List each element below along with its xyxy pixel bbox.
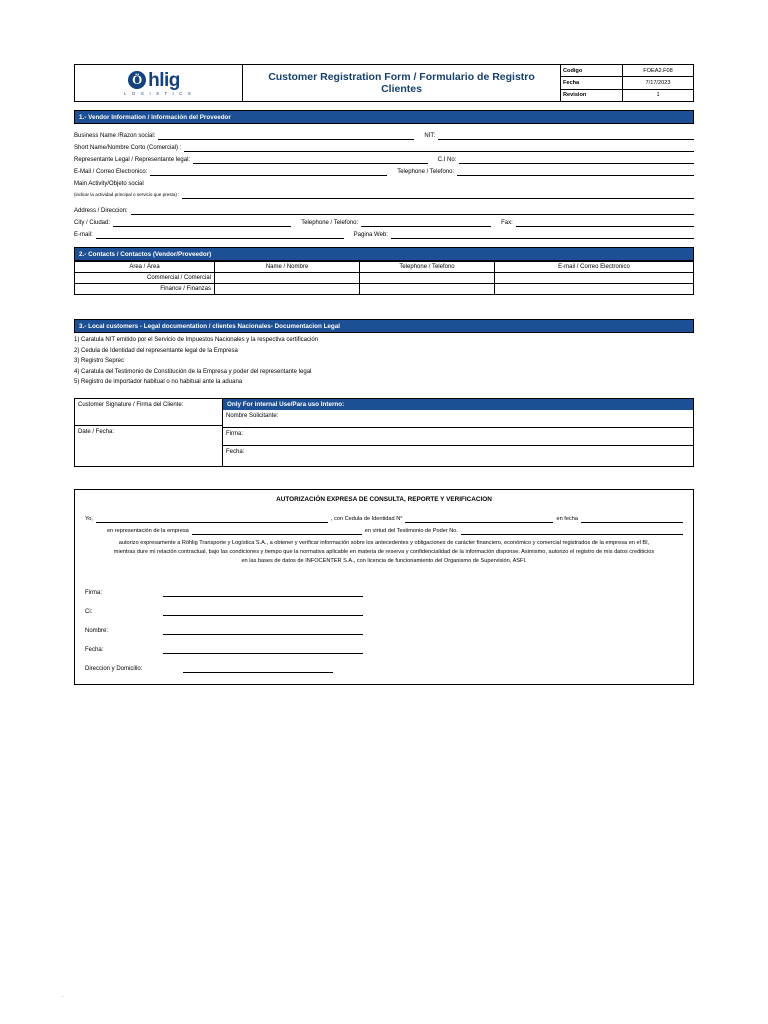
label-telephone: Telephone / Telefono:	[397, 169, 455, 175]
table-row	[75, 284, 694, 295]
input-business-name[interactable]	[158, 130, 414, 140]
auth-input-fecha[interactable]	[581, 513, 683, 523]
label-address: Address / Direccion:	[74, 208, 128, 214]
row-business-name	[74, 128, 694, 140]
label-main-activity-hint: (indicar la actividad principal o servicio que presta) :	[74, 192, 180, 198]
signature-block	[74, 398, 694, 467]
customer-signature-cell[interactable]: Customer Signature / Firma del Cliente:	[75, 399, 222, 426]
input-short-name[interactable]	[184, 142, 694, 152]
row-city	[74, 215, 694, 227]
input-main-activity[interactable]	[182, 189, 694, 199]
meta-row-codigo	[561, 65, 693, 77]
label-short-name: Short Name/Nombre Corto (Comercial) :	[74, 145, 182, 151]
table-row	[75, 273, 694, 284]
input-telephone-2[interactable]	[361, 217, 491, 227]
form-header	[74, 64, 694, 102]
contacts-header-row	[75, 262, 694, 273]
requester-name-cell[interactable]: Nombre Solicitante:	[223, 410, 693, 428]
col-name: Name / Nombre	[215, 262, 360, 273]
auth-input-poder[interactable]	[461, 525, 683, 535]
auth-field-label-nombre: Nombre:	[85, 627, 109, 634]
label-city: City / Ciudad:	[74, 220, 111, 226]
auth-field-nombre	[85, 616, 683, 635]
meta-value-revision: 1	[656, 92, 660, 99]
logo-tagline: L O G I S T I C S	[124, 90, 193, 96]
label-website: Pagina Web:	[353, 232, 388, 238]
col-email: E-mail / Correo Electronico	[495, 262, 694, 273]
auth-field-fecha	[85, 635, 683, 654]
label-telephone-2: Telephone / Telefono:	[301, 220, 359, 226]
header-meta-table	[561, 65, 693, 101]
auth-input-ci[interactable]	[405, 513, 553, 523]
meta-key-fecha: Fecha	[561, 77, 623, 88]
auth-field-input-nombre[interactable]	[163, 623, 363, 635]
row-address	[74, 203, 694, 215]
auth-field-input-fecha[interactable]	[163, 642, 363, 654]
input-fax[interactable]	[516, 217, 694, 227]
auth-row-1	[85, 511, 683, 523]
logo-circle-icon: Ö	[128, 71, 146, 89]
label-email-2: E-mail:	[74, 232, 93, 238]
internal-use-column	[223, 399, 693, 466]
label-nit: NIT:	[424, 133, 436, 139]
col-area: Area / Área	[75, 262, 215, 273]
section-2-bar: 2.- Contacts / Contactos (Vendor/Proveedor)	[74, 247, 694, 261]
input-ci-no[interactable]	[459, 154, 694, 164]
auth-label-fecha: en fecha	[556, 515, 578, 522]
label-ci-no: C.I No:	[437, 157, 457, 163]
company-logo	[75, 65, 243, 101]
customer-date-cell[interactable]: Date / Fecha:	[78, 428, 115, 435]
list-item: 2) Cedula de Identidad del representante legal de la Empresa	[74, 347, 238, 354]
input-email-2[interactable]	[96, 229, 344, 239]
cell-email-finance[interactable]	[495, 284, 694, 295]
auth-field-input-ci[interactable]	[163, 604, 363, 616]
auth-field-label-firma: Firma:	[85, 589, 102, 596]
authorization-title: AUTORIZACIÓN EXPRESA DE CONSULTA, REPORTE Y VERIFICACION	[276, 495, 492, 503]
auth-label-poder: en virtud del Testimonio de Poder No.	[364, 527, 458, 534]
auth-field-input-direccion[interactable]	[183, 661, 333, 673]
form-title: Customer Registration Form / Formulario de Registro Clientes	[243, 65, 561, 101]
row-main-activity-hint	[74, 188, 694, 199]
list-item: 1) Caratula NIT emitido por el Servicio de Impuestos Nacionales y la respectiva certificación	[74, 337, 318, 343]
label-main-activity: Main Activity/Objeto social	[74, 181, 144, 187]
meta-key-revision: Revision	[561, 90, 623, 101]
internal-use-bar: Only For internal Use/Para uso Interno:	[223, 399, 693, 410]
auth-input-nombre[interactable]	[96, 513, 328, 523]
input-legal-rep[interactable]	[193, 154, 428, 164]
list-item: 4) Caratula del Testimonio de Constitución de la Empresa y poder del representante legal	[74, 368, 312, 375]
row-main-activity	[74, 176, 694, 188]
internal-fecha-cell[interactable]: Fecha:	[226, 448, 245, 455]
auth-field-label-fecha: Fecha:	[85, 646, 104, 653]
input-website[interactable]	[391, 229, 694, 239]
list-item: 3) Registro Seprec	[74, 358, 125, 364]
label-fax: Fax:	[501, 220, 513, 226]
auth-field-firma	[85, 578, 683, 597]
cell-telephone-finance[interactable]	[360, 284, 495, 295]
section-3-bar: 3.- Local customers - Legal documentation / clientes Nacionales- Documentacion Legal	[74, 319, 694, 333]
label-legal-rep: Representante Legal / Representante legal:	[74, 157, 191, 163]
label-business-name: Business Name /Razon social:	[74, 133, 156, 139]
form-sheet	[74, 64, 694, 685]
input-email[interactable]	[150, 166, 387, 176]
input-address[interactable]	[131, 205, 694, 215]
auth-field-input-firma[interactable]	[163, 585, 363, 597]
meta-key-codigo: Codigo	[561, 65, 623, 76]
meta-value-codigo: FOEA2.F08	[643, 67, 673, 74]
input-city[interactable]	[113, 217, 291, 227]
cell-name-finance[interactable]	[215, 284, 360, 295]
cell-area-finance: Finance / Finanzas	[75, 284, 215, 295]
auth-label-empresa: en representación de la empresa	[107, 527, 189, 534]
col-telephone: Telephone / Telefono	[360, 262, 495, 273]
input-nit[interactable]	[438, 130, 694, 140]
cell-email-commercial[interactable]	[495, 273, 694, 284]
meta-row-revision	[561, 90, 693, 101]
auth-field-label-direccion: Direccion y Domicilio:	[85, 665, 143, 672]
auth-field-direccion	[85, 654, 683, 673]
customer-signature-column	[75, 399, 223, 466]
auth-label-ci: , con Cedula de Identidad N°	[330, 515, 403, 522]
row-email	[74, 164, 694, 176]
legal-documentation-list	[74, 335, 694, 388]
authorization-paragraph: autorizo expresamente a Röhlig Transporte y Logística S.A., a obtener y verificar información sobre los antecedentes y obligaciones de carácter financiero, económico y comercial registrados de la empresa en el BI, mientras dure mi relación contractual, bajo las condiciones y tiempo que la normativa aplicable en materia de reserva y confidencialidad de la información disponse. Asimismo, autorizo el registro de mis datos crediticios en las bases de datos de INFOCENTER S.A., con licencia de funcionamiento del Organismo de Supervisión, ASFI.	[113, 539, 655, 564]
page-corner-mark: .	[62, 993, 64, 999]
auth-label-yo: Yo,	[85, 515, 93, 522]
logo-wordmark: hlig	[148, 69, 180, 91]
contacts-table	[74, 261, 694, 295]
meta-value-fecha: 7/17/2023	[645, 79, 671, 86]
cell-area-commercial: Commercial / Comercial	[75, 273, 215, 284]
auth-row-2	[85, 523, 683, 535]
meta-row-fecha	[561, 77, 693, 89]
list-item: 5) Registro de importador habitual o no habitual ante la aduana	[74, 379, 243, 385]
row-legal-rep	[74, 152, 694, 164]
auth-input-empresa[interactable]	[192, 525, 362, 535]
auth-field-ci	[85, 597, 683, 616]
section-1-bar: 1.- Vendor Information / Información del Proveedor	[74, 110, 694, 124]
row-email-2	[74, 227, 694, 239]
auth-field-label-ci: Ci:	[85, 608, 93, 615]
cell-name-commercial[interactable]	[215, 273, 360, 284]
authorization-fields	[85, 578, 683, 673]
authorization-block	[74, 489, 694, 685]
row-short-name	[74, 140, 694, 152]
vendor-information-fields	[74, 128, 694, 239]
input-telephone[interactable]	[457, 166, 694, 176]
internal-firma-cell[interactable]: Firma:	[223, 428, 693, 446]
label-email: E-Mail / Correo Electronico:	[74, 169, 148, 175]
cell-telephone-commercial[interactable]	[360, 273, 495, 284]
